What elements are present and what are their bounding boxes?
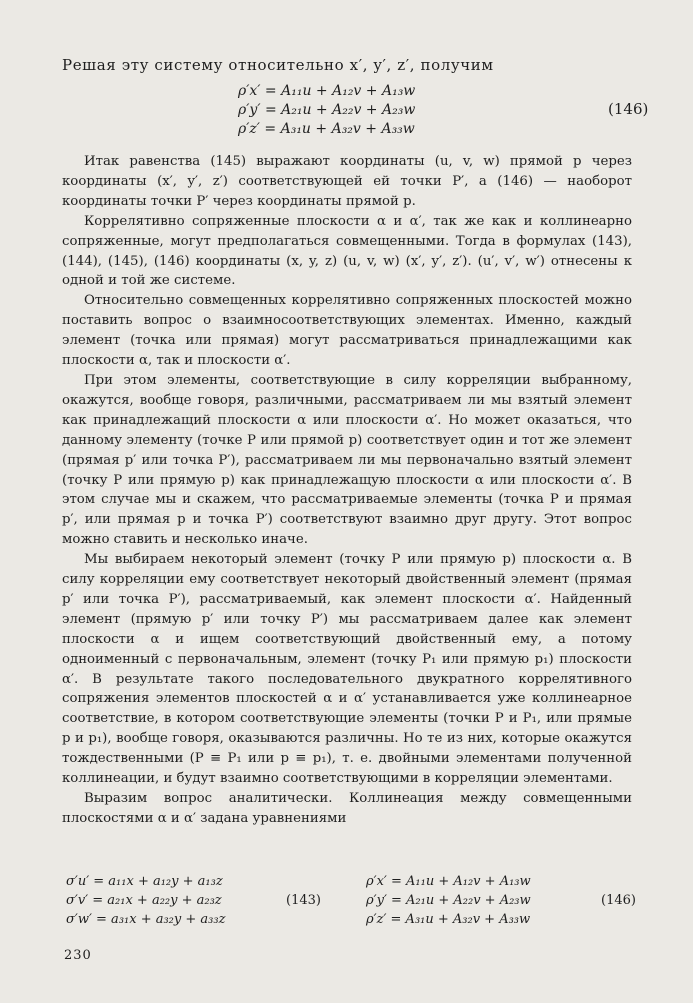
- equation-line: ρ′x′ = A₁₁u + A₁₂v + A₁₃w: [238, 83, 416, 99]
- equation-line: ρ′z′ = A₃₁u + A₃₂v + A₃₃w: [238, 121, 415, 137]
- paragraph: Относительно совмещенных коррелятивно сопряженных плоскостей можно поставить вопрос о взаимносоответствующих элементах. Именно, каждый элемент (точка или прямая) могут рассматриваться принадлежащими как плоскости α, так и плоскости α′.: [62, 293, 632, 369]
- lead-line: Решая эту систему относительно x′, y′, z′, получим: [62, 56, 494, 74]
- equation-line: ρ′y′ = A₂₁u + A₂₂v + A₂₃w: [238, 102, 416, 118]
- paragraph: При этом элементы, соответствующие в силу корреляции выбранному, окажутся, вообще говоря, различными, рассматриваем ли мы взятый элемент как принадлежащий плоскости α или плоскости α′. Но может оказаться, что данному элементу (точке P или прямой p) соответствует один и тот же элемент (прямая p′ или точка P′), рассматриваем ли мы первоначально взятый элемент (точку P или прямую p) как принадлежащую плоскости α или плоскости α′. В этом случае мы и скажем, что рассматриваемые элементы (точка P и прямая p′, или прямая p и точка P′) соответствуют взаимно друг другу. Этот вопрос можно ставить и несколько иначе.: [62, 372, 632, 548]
- equation-number-146-bottom: (146): [601, 893, 636, 908]
- equations-143: [66, 872, 225, 929]
- equation-line: σ′v′ = a₂₁x + a₂₂y + a₂₃z: [66, 893, 222, 908]
- equation-line: ρ′z′ = A₃₁u + A₃₂v + A₃₃w: [366, 912, 531, 927]
- equation-number: (146): [608, 100, 649, 118]
- paragraph: Выразим вопрос аналитически. Коллинеация между совмещенными плоскостями α и α′ задана уравнениями: [62, 791, 632, 826]
- equation-number-143: (143): [286, 893, 321, 908]
- equation-line: σ′u′ = a₁₁x + a₁₂y + a₁₃z: [66, 874, 223, 889]
- body-text: [62, 152, 632, 829]
- page-number: 230: [64, 948, 92, 963]
- equation-line: ρ′y′ = A₂₁u + A₂₂v + A₂₃w: [366, 893, 531, 908]
- paragraph: Итак равенства (145) выражают координаты (u, v, w) прямой p через координаты (x′, y′, z′) соответствующей ей точки P′, а (146) — наоборот координаты точки P′ через координаты прямой p.: [62, 154, 632, 209]
- paragraph: Коррелятивно сопряженные плоскости α и α′, так же как и коллинеарно сопряженные, могут предполагаться совмещенными. Тогда в формулах (143), (144), (145), (146) координаты (x, y, z) (u, v, w) (x′, y′, z′). (u′, v′, w′) отнесены к одной и той же системе.: [62, 213, 632, 289]
- equation-line: σ′w′ = a₃₁x + a₃₂y + a₃₃z: [66, 912, 226, 927]
- equation-line: ρ′x′ = A₁₁u + A₁₂v + A₁₃w: [366, 874, 531, 889]
- paragraph: Мы выбираем некоторый элемент (точку P или прямую p) плоскости α. В силу корреляции ему соответствует некоторый двойственный элемент (прямая p′ или точка P′), рассматриваемый, как элемент плоскости α′. Найденный элемент (прямую p′ или точку P′) мы рассматриваем далее как элемент плоскости α и ищем соответствующий двойственный ему, а потому одноименный с первоначальным, элемент (точку P₁ или прямую p₁) плоскости α′. В результате такого последовательного двукратного коррелятивного сопряжения элементов плоскостей α и α′ устанавливается уже коллинеарное соответствие, в котором соответствующие элементы (точки P и P₁, или прямые p и p₁), вообще говоря, оказываются различны. Но те из них, которые окажутся тождественными (P ≡ P₁ или p ≡ p₁), т. е. двойными элементами полученной коллинеации, и будут взаимно соответствующими в корреляции элементами.: [62, 552, 632, 787]
- equations-146: [238, 82, 415, 139]
- equations-146-bottom: [366, 872, 531, 929]
